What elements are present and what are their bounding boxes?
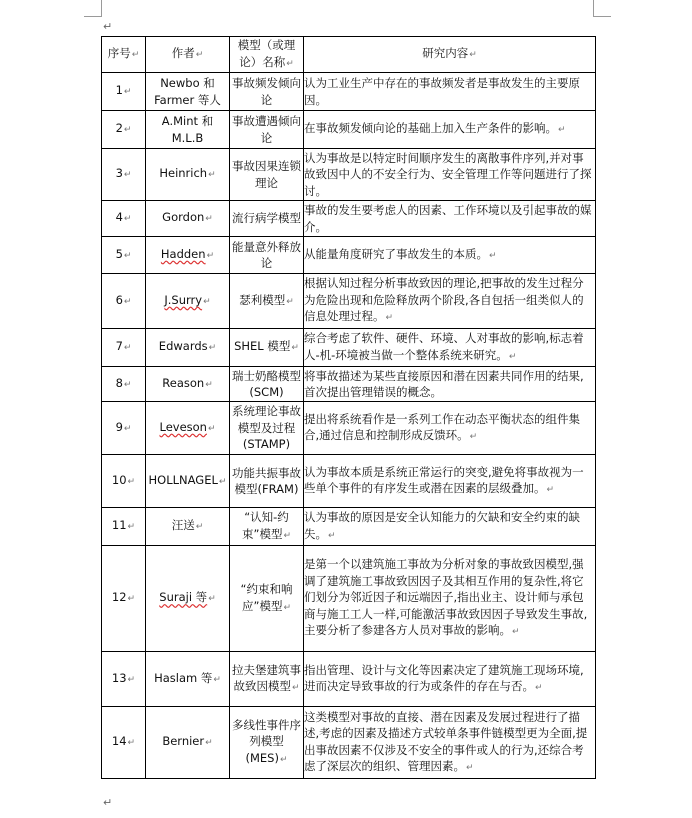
- row-author: Leveson↵: [146, 402, 230, 455]
- row-content: 事故的发生要考虑人的因素、工作环境以及引起事故的媒介。: [304, 201, 596, 237]
- row-content: 这类模型对事故的直接、潜在因素及发展过程进行了描述,考虑的因素及描述方式较单条事件链模型更为全面,提出事故因素不仅涉及不安全的事件或人的行为,还综合考虑了深层次的组织、管理因素。↵: [304, 707, 596, 779]
- table-header-row: [102, 37, 596, 73]
- row-author: A.Mint 和 M.L.B: [146, 111, 230, 149]
- header-model: 模型（或理论）名称↵: [230, 37, 304, 73]
- table-row: [102, 111, 596, 149]
- table-row: [102, 652, 596, 707]
- table-row: [102, 508, 596, 546]
- row-author: Newbo 和 Farmer 等人: [146, 73, 230, 111]
- row-model: 系统理论事故模型及过程(STAMP): [230, 402, 304, 455]
- row-index: 13↵: [102, 652, 146, 707]
- row-index: 11↵: [102, 508, 146, 546]
- row-author: Edwards↵: [146, 329, 230, 367]
- table-row: [102, 149, 596, 201]
- row-model: 事故遭遇倾向论: [230, 111, 304, 149]
- row-content: 从能量角度研究了事故发生的本质。↵: [304, 237, 596, 274]
- row-content: 根据认知过程分析事故致因的理论,把事故的发生过程分为危险出现和危险释放两个阶段,各自包括一组类似人的信息处理过程。↵: [304, 274, 596, 329]
- paragraph-mark-icon: ↵: [103, 796, 113, 809]
- row-content: 是第一个以建筑施工事故为分析对象的事故致因模型,强调了建筑施工事故致因因子及其相互作用的复杂性,将它们划分为邻近因子和远端因子,指出业主、设计师与承包商与施工工人一样,可能激活事故致因因子导致发生事故,主要分析了参建各方人员对事故的影响。↵: [304, 546, 596, 652]
- crop-mark-top-left-horizontal: [84, 16, 102, 17]
- row-index: 5↵: [102, 237, 146, 274]
- row-index: 1↵: [102, 73, 146, 111]
- row-index: 6↵: [102, 274, 146, 329]
- row-model: 多线性事件序列模型(MES)↵: [230, 707, 304, 779]
- row-index: 9↵: [102, 402, 146, 455]
- row-model: 瑟利模型↵: [230, 274, 304, 329]
- row-index: 3↵: [102, 149, 146, 201]
- row-content: 在事故频发倾向论的基础上加入生产条件的影响。↵: [304, 111, 596, 149]
- crop-mark-top-right-horizontal: [593, 16, 611, 17]
- row-content: 综合考虑了软件、硬件、环境、人对事故的影响,标志着人-机-环境被当做一个整体系统来研究。↵: [304, 329, 596, 367]
- row-model: 流行病学模型: [230, 201, 304, 237]
- row-index: 14↵: [102, 707, 146, 779]
- row-content: 认为事故的原因是安全认知能力的欠缺和安全约束的缺失。↵: [304, 508, 596, 546]
- row-author: Gordon↵: [146, 201, 230, 237]
- crop-mark-top-left-vertical: [101, 0, 102, 16]
- table-row: [102, 237, 596, 274]
- row-model: “约束和响应”模型↵: [230, 546, 304, 652]
- row-content: 提出将系统看作是一系列工作在动态平衡状态的组件集合,通过信息和控制形成反馈环。↵: [304, 402, 596, 455]
- row-model: 事故频发倾向论: [230, 73, 304, 111]
- table-row: [102, 455, 596, 508]
- row-content: 将事故描述为某些直接原因和潜在因素共同作用的结果,首次提出管理错误的概念。: [304, 367, 596, 402]
- row-index: 10↵: [102, 455, 146, 508]
- table-row: [102, 274, 596, 329]
- accident-model-table: [101, 36, 596, 779]
- row-index: 2↵: [102, 111, 146, 149]
- header-author: 作者↵: [146, 37, 230, 73]
- header-index: 序号↵: [102, 37, 146, 73]
- row-model: 瑞士奶酪模型(SCM): [230, 367, 304, 402]
- row-author: Bernier↵: [146, 707, 230, 779]
- row-author: 汪送↵: [146, 508, 230, 546]
- row-model: 能量意外释放论: [230, 237, 304, 274]
- row-content: 认为工业生产中存在的事故频发者是事故发生的主要原因。: [304, 73, 596, 111]
- row-model: 拉夫堡建筑事故致因模型↵: [230, 652, 304, 707]
- table-row: [102, 329, 596, 367]
- row-model: SHEL 模型↵: [230, 329, 304, 367]
- table-row: [102, 707, 596, 779]
- row-model: “认知-约束”模型↵: [230, 508, 304, 546]
- row-author: HOLLNAGEL↵: [146, 455, 230, 508]
- row-index: 4↵: [102, 201, 146, 237]
- crop-mark-top-right-vertical: [593, 0, 594, 16]
- table-row: [102, 73, 596, 111]
- table-row: [102, 546, 596, 652]
- row-author: Suraji 等↵: [146, 546, 230, 652]
- row-author: Reason↵: [146, 367, 230, 402]
- row-index: 8↵: [102, 367, 146, 402]
- table-row: [102, 201, 596, 237]
- row-content: 认为事故本质是系统正常运行的突变,避免将事故视为一些单个事件的有序发生或潜在因素的层级叠加。↵: [304, 455, 596, 508]
- row-content: 指出管理、设计与文化等因素决定了建筑施工现场环境,进而决定导致事故的行为或条件的存在与否。↵: [304, 652, 596, 707]
- row-index: 7↵: [102, 329, 146, 367]
- row-author: Hadden↵: [146, 237, 230, 274]
- row-index: 12↵: [102, 546, 146, 652]
- paragraph-mark-icon: ↵: [103, 20, 113, 33]
- row-content: 认为事故是以特定时间顺序发生的离散事件序列,并对事故致因中人的不安全行为、安全管理工作等问题进行了探讨。: [304, 149, 596, 201]
- table-row: [102, 402, 596, 455]
- row-model: 事故因果连锁理论: [230, 149, 304, 201]
- table-row: [102, 367, 596, 402]
- row-author: Heinrich↵: [146, 149, 230, 201]
- row-model: 功能共振事故模型(FRAM): [230, 455, 304, 508]
- header-content: 研究内容↵: [304, 37, 596, 73]
- row-author: J.Surry↵: [146, 274, 230, 329]
- row-author: Haslam 等↵: [146, 652, 230, 707]
